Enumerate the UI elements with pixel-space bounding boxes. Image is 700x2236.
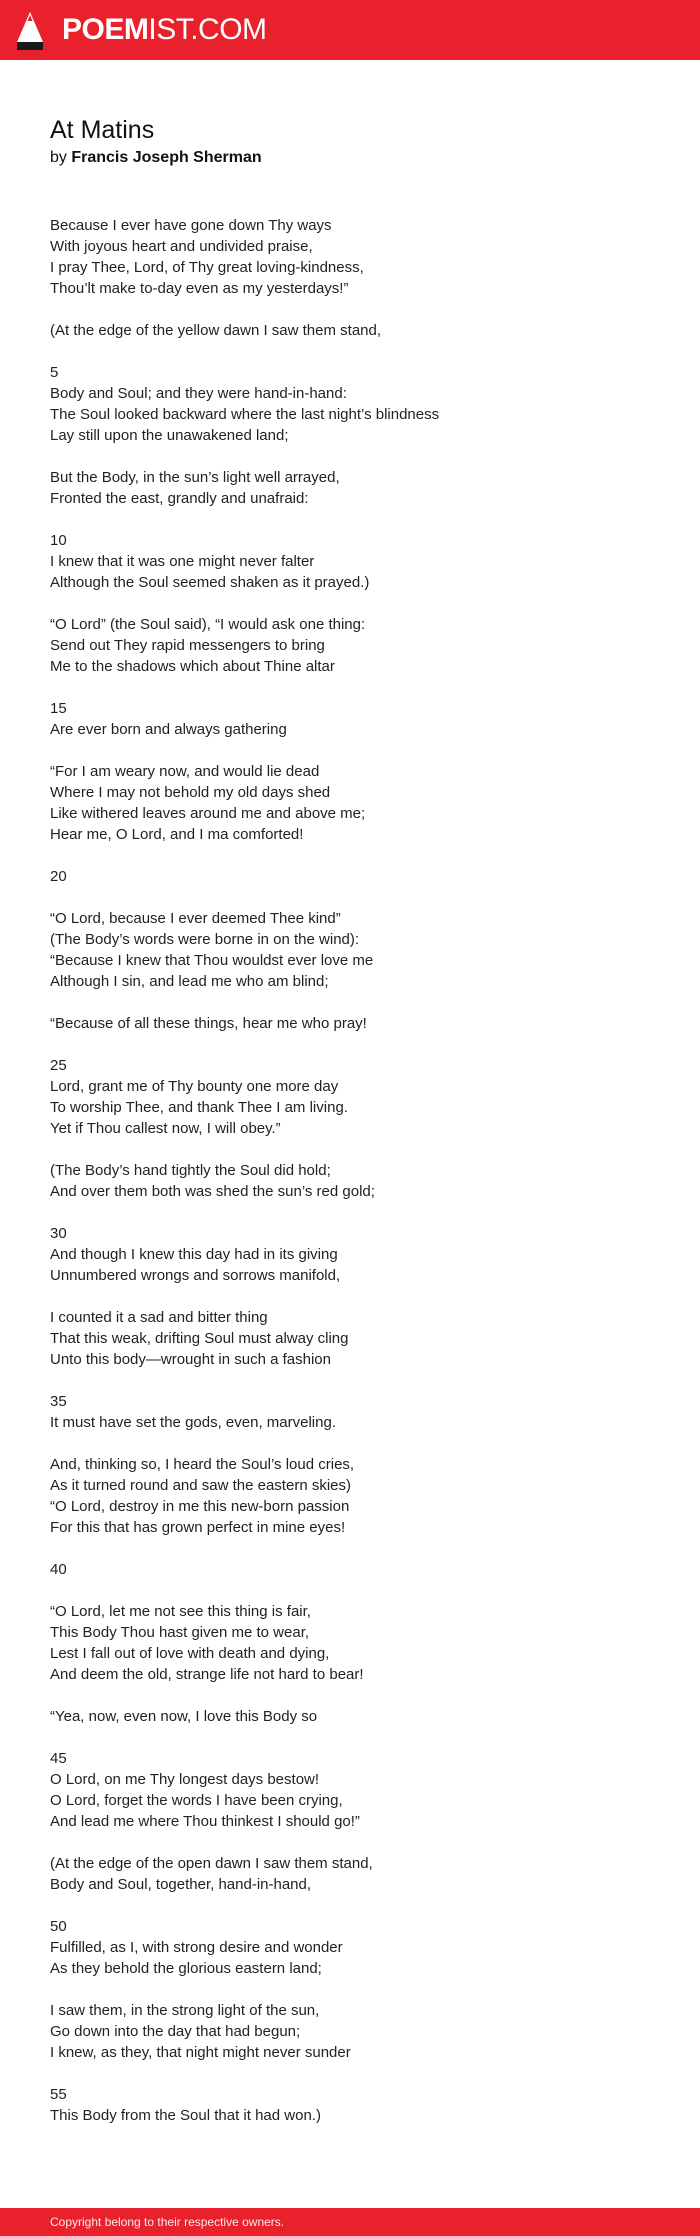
stanza-gap [50, 992, 670, 1013]
poem-line: O Lord, forget the words I have been crying, [50, 1792, 343, 1809]
stanza-gap [50, 1685, 670, 1706]
stanza-gap [50, 1286, 670, 1307]
poem-line: “Yea, now, even now, I love this Body so [50, 1708, 318, 1725]
line-number: 10 [50, 532, 67, 549]
stanza-gap [50, 845, 670, 866]
poem-line: Unnumbered wrongs and sorrows manifold, [50, 1267, 341, 1284]
poem-line: It must have set the gods, even, marveling. [50, 1414, 336, 1431]
poem-line: “Because of all these things, hear me who pray! [50, 1015, 367, 1032]
poem-line: “Because I knew that Thou wouldst ever love me [50, 952, 374, 969]
line-number: 50 [50, 1918, 67, 1935]
line-number: 55 [50, 2086, 67, 2103]
stanza-gap [50, 1580, 670, 1601]
poem-line: Because I ever have gone down Thy ways [50, 217, 332, 234]
poem-line: Lest I fall out of love with death and dying, [50, 1645, 330, 1662]
poem-line: I pray Thee, Lord, of Thy great loving-kindness, [50, 259, 364, 276]
poem-line: Like withered leaves around me and above me; [50, 805, 366, 822]
poem-line: Hear me, O Lord, and I ma comforted! [50, 826, 304, 843]
poem-line: “O Lord, let me not see this thing is fair, [50, 1603, 311, 1620]
poem-line: “O Lord, destroy in me this new-born passion [50, 1498, 350, 1515]
poem-line: And lead me where Thou thinkest I should go!” [50, 1813, 360, 1830]
stanza-gap [50, 509, 670, 530]
stanza-gap [50, 677, 670, 698]
stanza-gap [50, 1727, 670, 1748]
copyright-text: Copyright belong to their respective owners. [50, 2215, 285, 2229]
poem-line: Fulfilled, as I, with strong desire and wonder [50, 1939, 343, 1956]
stanza-gap [50, 1370, 670, 1391]
poem-line: Are ever born and always gathering [50, 721, 287, 738]
poem-line: As it turned round and saw the eastern skies) [50, 1477, 351, 1494]
poem-line: “O Lord” (the Soul said), “I would ask one thing: [50, 616, 366, 633]
stanza-gap [50, 1202, 670, 1223]
byline [50, 147, 262, 169]
line-number: 30 [50, 1225, 67, 1242]
poem-line: Where I may not behold my old days shed [50, 784, 331, 801]
poem-line: I counted it a sad and bitter thing [50, 1309, 268, 1326]
stanza-gap [50, 593, 670, 614]
line-number: 40 [50, 1561, 67, 1578]
poem-line: This Body from the Soul that it had won.) [50, 2107, 321, 2124]
poem-line: Go down into the day that had begun; [50, 2023, 301, 2040]
poem-line: (At the edge of the open dawn I saw them stand, [50, 1855, 373, 1872]
poem-line: Lay still upon the unawakened land; [50, 427, 289, 444]
poem-line: For this that has grown perfect in mine eyes! [50, 1519, 346, 1536]
poem-line: “For I am weary now, and would lie dead [50, 763, 320, 780]
line-number: 25 [50, 1057, 67, 1074]
poem-line: Body and Soul; and they were hand-in-hand: [50, 385, 347, 402]
stanza-gap [50, 1895, 670, 1916]
stanza-gap [50, 1433, 670, 1454]
poem-line: And deem the old, strange life not hard to bear! [50, 1666, 364, 1683]
stanza-gap [50, 299, 670, 320]
stanza-gap [50, 1979, 670, 2000]
poem-line: I knew that it was one might never falter [50, 553, 315, 570]
line-number: 45 [50, 1750, 67, 1767]
stanza-gap [50, 446, 670, 467]
poem-line: And over them both was shed the sun’s red gold; [50, 1183, 375, 1200]
stanza-gap [50, 1832, 670, 1853]
author-name[interactable]: Francis Joseph Sherman [71, 149, 262, 166]
poem-line: And though I knew this day had in its giving [50, 1246, 338, 1263]
poem-line: That this weak, drifting Soul must alway cling [50, 1330, 349, 1347]
poem-line: Me to the shadows which about Thine altar [50, 658, 335, 675]
poem-line: I saw them, in the strong light of the sun, [50, 2002, 320, 2019]
poem-line: To worship Thee, and thank Thee I am living. [50, 1099, 348, 1116]
poem-line: Unto this body—wrought in such a fashion [50, 1351, 331, 1368]
poem-title: At Matins [50, 116, 155, 144]
poem-line: The Soul looked backward where the last night’s blindness [50, 406, 440, 423]
stanza-gap [50, 2063, 670, 2084]
poem-line: O Lord, on me Thy longest days bestow! [50, 1771, 320, 1788]
poem-line: Lord, grant me of Thy bounty one more day [50, 1078, 339, 1095]
brand-bold: POEM [62, 13, 149, 46]
stanza-gap [50, 341, 670, 362]
poem-line: “O Lord, because I ever deemed Thee kind” [50, 910, 341, 927]
stanza-gap [50, 1538, 670, 1559]
poem-line: Send out They rapid messengers to bring [50, 637, 325, 654]
poem-line: This Body Thou hast given me to wear, [50, 1624, 310, 1641]
line-number: 15 [50, 700, 67, 717]
site-logo-text[interactable] [62, 12, 267, 48]
line-number: 5 [50, 364, 59, 381]
poem-line: I knew, as they, that night might never sunder [50, 2044, 351, 2061]
brand-rest: IST.COM [148, 13, 267, 46]
poem-line: Body and Soul, together, hand-in-hand, [50, 1876, 312, 1893]
stanza-gap [50, 740, 670, 761]
poem-body [50, 215, 670, 2126]
poem-line: With joyous heart and undivided praise, [50, 238, 313, 255]
site-footer [0, 2208, 700, 2236]
stanza-gap [50, 887, 670, 908]
poem-line: Yet if Thou callest now, I will obey.” [50, 1120, 281, 1137]
line-number: 35 [50, 1393, 67, 1410]
poem-line: Thou’lt make to-day even as my yesterdays!” [50, 280, 349, 297]
poem-line: And, thinking so, I heard the Soul’s loud cries, [50, 1456, 355, 1473]
poem-line: Although the Soul seemed shaken as it prayed.) [50, 574, 370, 591]
poem-line: But the Body, in the sun’s light well arrayed, [50, 469, 340, 486]
stanza-gap [50, 1139, 670, 1160]
by-prefix: by [50, 149, 67, 166]
line-number: 20 [50, 868, 67, 885]
poem-line: Fronted the east, grandly and unafraid: [50, 490, 309, 507]
poem-line: As they behold the glorious eastern land; [50, 1960, 322, 1977]
poem-line: (At the edge of the yellow dawn I saw them stand, [50, 322, 382, 339]
poem-line: (The Body’s hand tightly the Soul did hold; [50, 1162, 331, 1179]
pencil-icon [17, 12, 43, 50]
poem-line: Although I sin, and lead me who am blind; [50, 973, 329, 990]
site-header [0, 0, 700, 60]
poem-line: (The Body’s words were borne in on the wind): [50, 931, 360, 948]
stanza-gap [50, 1034, 670, 1055]
